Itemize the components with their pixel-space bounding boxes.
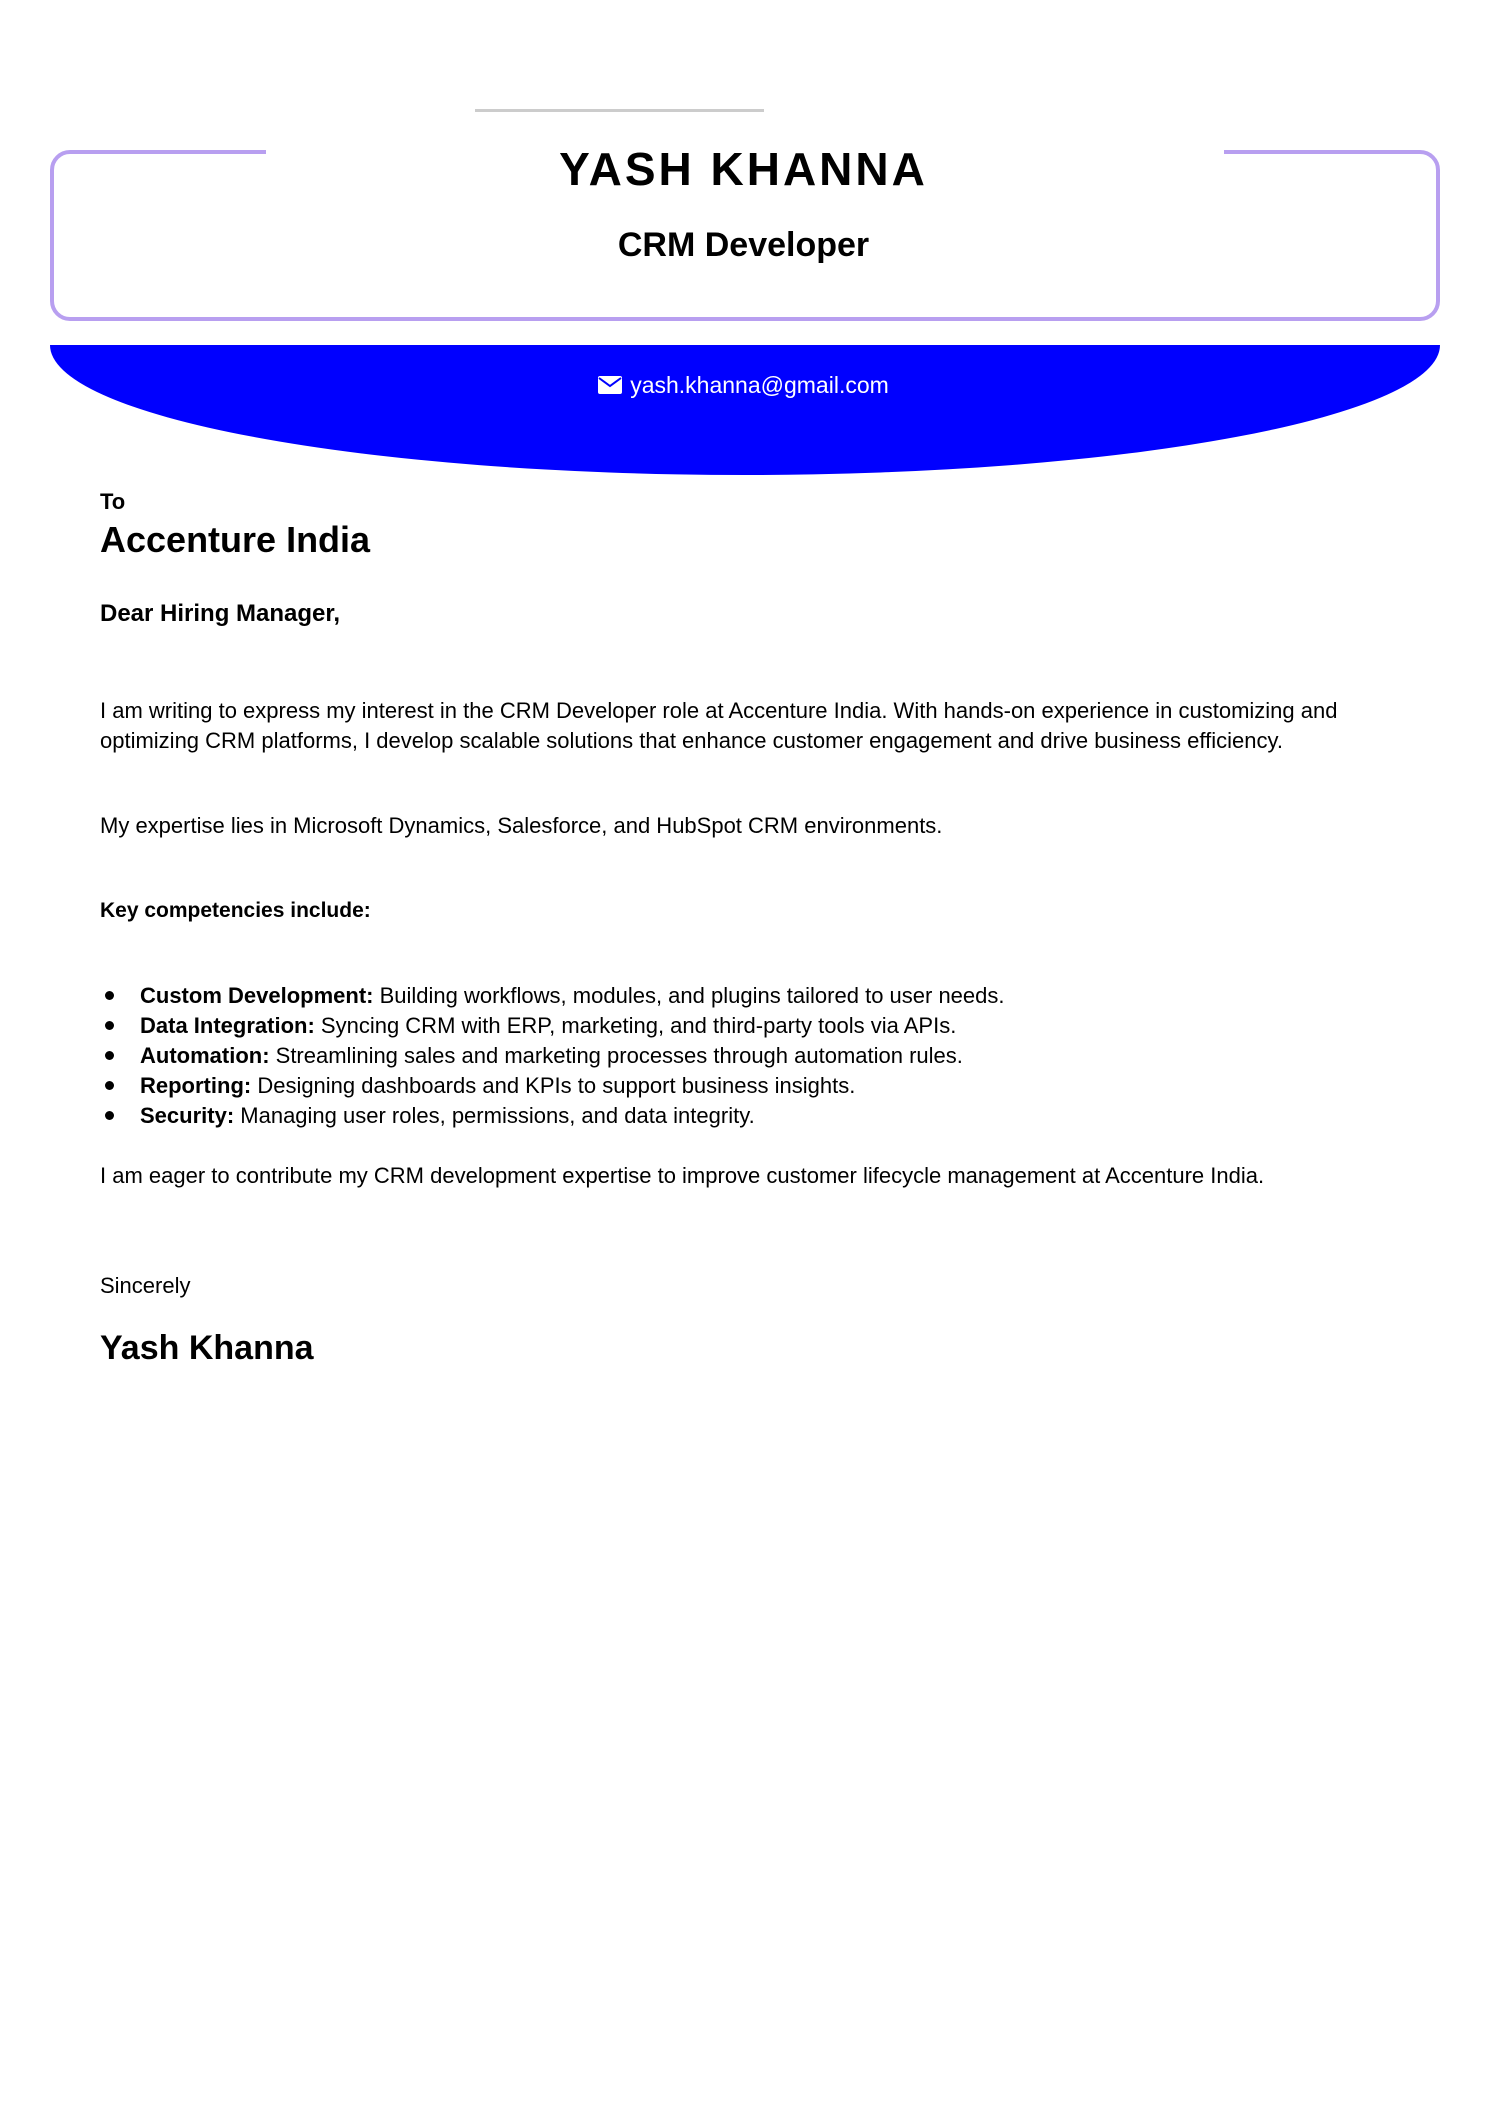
competency-term: Custom Development: [140,983,374,1008]
bullet-icon [105,1051,114,1060]
top-divider [475,109,764,112]
letter-body [100,488,1390,1369]
competency-text: Streamlining sales and marketing processes through automation rules. [269,1043,963,1068]
contact-row [0,370,1487,400]
competency-term: Automation: [140,1043,270,1068]
competency-list [100,981,1390,1131]
bullet-icon [105,1081,114,1090]
to-label: To [100,489,126,514]
list-item [100,1011,1390,1041]
envelope-icon [598,376,622,394]
expertise-paragraph: My expertise lies in Microsoft Dynamics, Salesforce, and HubSpot CRM environments. [100,813,943,838]
job-title: CRM Developer [617,226,870,264]
salutation: Dear Hiring Manager, [100,600,341,627]
bullet-icon [105,1111,114,1120]
competency-term: Reporting: [140,1073,252,1098]
list-item [100,981,1390,1011]
competency-text: Building workflows, modules, and plugins tailored to user needs. [373,983,1005,1008]
closing: Sincerely [100,1273,191,1298]
competencies-heading: Key competencies include: [100,899,371,922]
competency-term: Security: [140,1103,235,1128]
list-item [100,1071,1390,1101]
intro-paragraph: I am writing to express my interest in the CRM Developer role at Accenture India. With hands-on experience in customizing and optimizing CRM platforms, I develop scalable solutions that enhance customer engagement and drive business efficiency. [100,698,1338,753]
recipient-company: Accenture India [100,519,371,560]
contact-band [50,345,1440,475]
list-item [100,1101,1390,1131]
list-item [100,1041,1390,1071]
competency-text: Syncing CRM with ERP, marketing, and third-party tools via APIs. [314,1013,957,1038]
email-link[interactable]: yash.khanna@gmail.com [630,372,889,398]
bullet-icon [105,991,114,1000]
competency-text: Designing dashboards and KPIs to support business insights. [251,1073,856,1098]
bullet-icon [105,1021,114,1030]
competency-text: Managing user roles, permissions, and data integrity. [234,1103,755,1128]
candidate-name: YASH KHANNA [559,143,928,195]
signature: Yash Khanna [100,1329,314,1367]
conclusion-paragraph: I am eager to contribute my CRM development expertise to improve customer lifecycle management at Accenture India. [100,1163,1265,1188]
competency-term: Data Integration: [140,1013,315,1038]
